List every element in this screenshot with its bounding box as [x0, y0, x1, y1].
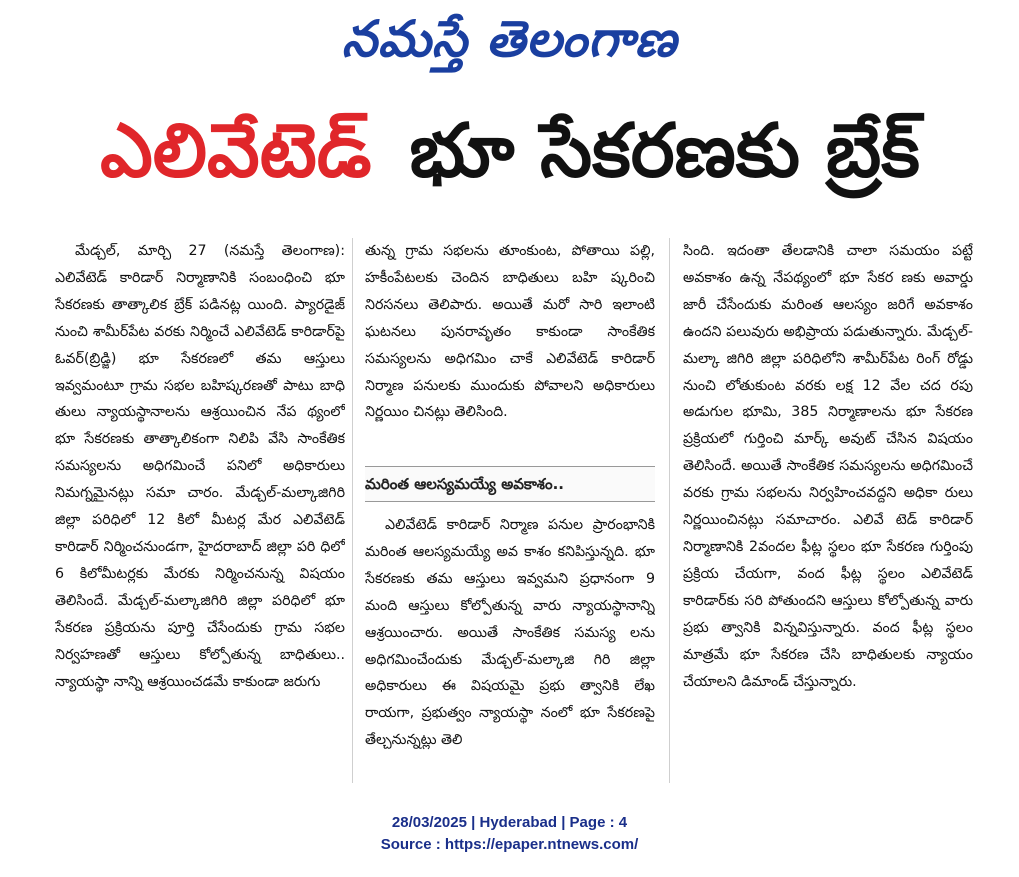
article-paragraph: సింది. ఇదంతా తేలడానికి చాలా సమయం పట్టే అవకాశం ఉన్న నేపథ్యంలో భూ సేకర ణకు అవార్డు జారీ చేసేందుకు మరింత ఆలస్యం జరిగే అవకాశం ఉందని పలువురు అభిప్రాయ పడుతున్నారు. మేడ్చల్-మల్కా జిగిరి జిల్లా పరిధిలోని శామీర్‌పేట రింగ్ రోడ్డు నుంచి లోతుకుంట వరకు లక్ష 12 వేల చద రపు అడుగుల భూమి, 385 నిర్మాణాలను భూ సేకరణ ప్రక్రియలో గుర్తించి మార్క్ అవుట్ చేసిన విషయం తెలిసిందే. అయితే సాంకేతిక సమస్యలను అధిగమించే వరకు గ్రామ సభలను నిర్వహించవద్దని అధికా రులు నిర్ణయించినట్లు సమాచారం. ఎలివే టెడ్ కారిడార్ నిర్మాణానికి 2వందల ఫీట్ల స్థలం భూ సేకరణ గుర్తింపు ప్రక్రియ చేయగా, వంద ఫీట్ల స్థలం ఎలివేటెడ్ కారిడార్‌కు సరి పోతుందని ఆస్తులు కోల్పోతున్న వారు ప్రభు త్వానికి విన్నవిస్తున్నారు. వంద ఫీట్ల స్థలం మాత్రమే భూ సేకరణ చేసి బాధితులకు న్యాయం చేయాలని డిమాండ్ చేస్తున్నారు. — [683, 243, 973, 690]
article-paragraph: తున్న గ్రామ సభలను తూంకుంట, పోతాయి పల్లి, హకీంపేటలకు చెందిన బాధితులు బహి ష్కరించి నిరసనలు తెలిపారు. అయితే మరో సారి ఇలాంటి ఘటనలు పునరావృతం కాకుండా సాంకేతిక సమస్యలను అధిగమిం చాకే ఎలివేటెడ్ కారిడార్ నిర్మాణ పనులకు ముందుకు పోవాలని అధికారులు నిర్ణయిం చినట్లు తెలిసింది. — [365, 243, 655, 421]
article-column-2-continued — [365, 512, 655, 782]
column-divider — [669, 238, 670, 783]
article-column-1 — [55, 238, 345, 778]
column-divider — [352, 238, 353, 783]
article-headline — [40, 96, 980, 206]
footer-source-link[interactable]: Source : https://epaper.ntnews.com/ — [380, 836, 639, 853]
newspaper-masthead: నమస్తే తెలంగాణ — [341, 9, 678, 68]
article-paragraph: ఎలివేటెడ్ కారిడార్ నిర్మాణ పనుల ప్రారంభానికి మరింత ఆలస్యమయ్యే అవ కాశం కనిపిస్తున్నది. భూ సేకరణకు తమ ఆస్తులు ఇవ్వమని ప్రధానంగా 9 మంది ఆస్తులు కోల్పోతున్న వారు న్యాయస్థానాన్ని ఆశ్రయించారు. అయితే సాంకేతిక సమస్య లను అధిగమించేందుకు మేడ్చల్-మల్కాజి గిరి జిల్లా అధికారులు ఈ విషయమై ప్రభు త్వానికి లేఖ రాయగా, ప్రభుత్వం న్యాయస్థా నంలో భూ సేకరణపై తేల్చనున్నట్లు తెలి — [365, 517, 655, 749]
headline-part-black: భూ సేకరణకు బ్రేక్ — [409, 108, 920, 194]
article-column-3 — [683, 238, 973, 783]
article-paragraph: మేడ్చల్, మార్చి 27 (నమస్తే తెలంగాణ): ఎలివేటెడ్ కారిడార్ నిర్మాణానికి సంబంధించి భూ సేకరణకు తాత్కాలిక బ్రేక్ పడినట్ల యింది. ప్యారడైజ్ నుంచి శామీర్‌పేట వరకు నిర్మించే ఎలివేటెడ్ కారిడార్‌పై ఓవర్(బ్రిడ్జి) భూ సేకరణలో తమ ఆస్తులు ఇవ్వమంటూ గ్రామ సభల బహిష్కరణతో పాటు బాధి తులు న్యాయస్థానాలను ఆశ్రయించిన నేప థ్యంలో భూ సేకరణకు తాత్కాలికంగా నిలిపి వేసి సాంకేతిక సమస్యలను అధిగమించే పనిలో అధికారులు నిమగ్నమైనట్లు సమా చారం. మేడ్చల్-మల్కాజిగిరి జిల్లా పరిధిలో 12 కిలో మీటర్ల మేర ఎలివేటెడ్ కారిడార్ నిర్మించనుండగా, హైదరాబాద్ జిల్లా పరి ధిలో 6 కిలోమీటర్లకు మేరకు నిర్మించనున్న విషయం తెలిసిందే. మేడ్చల్-మల్కాజిగిరి జిల్లా పరిధిలో భూ సేకరణ ప్రక్రియను పూర్తి చేసేందుకు గ్రామ సభల నిర్వహణతో ఆస్తులు కోల్పోతున్న బాధితులు.. న్యాయస్థా నాన్ని ఆశ్రయించడమే కాకుండా జరుగు — [55, 243, 345, 690]
page-footer — [0, 812, 1019, 856]
article-subheading: మరింత ఆలస్యమయ్యే అవకాశం.. — [365, 466, 655, 502]
headline-part-red: ఎలివేటెడ్ — [100, 108, 372, 194]
footer-date-edition: 28/03/2025 | Hyderabad | Page : 4 — [391, 814, 628, 831]
